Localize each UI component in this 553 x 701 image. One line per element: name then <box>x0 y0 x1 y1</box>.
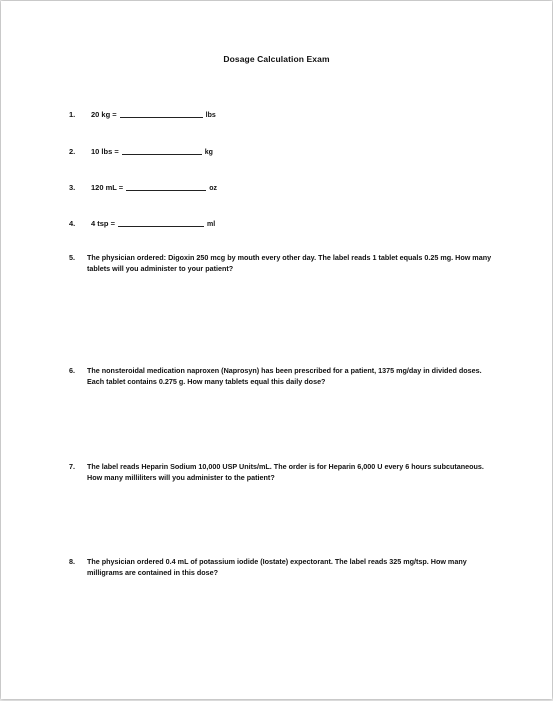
conversion-item-4 <box>69 219 215 228</box>
conversion-unit: kg <box>204 149 213 156</box>
page-title: Dosage Calculation Exam <box>223 54 330 64</box>
conversion-expression: 4 tsp = <box>91 219 115 228</box>
question-text: The physician ordered: Digoxin 250 mcg by mouth every other day. The label reads 1 tablet equals 0.25 mg. How many tablets will you administer to your patient? <box>87 253 492 273</box>
conversion-expression: 10 lbs = <box>91 147 119 156</box>
question-6 <box>69 365 499 387</box>
answer-blank[interactable] <box>120 117 203 118</box>
item-number: 4. <box>69 219 76 228</box>
question-7 <box>69 461 499 483</box>
question-8 <box>69 556 499 578</box>
conversion-unit: ml <box>206 221 216 228</box>
item-number: 8. <box>69 557 75 566</box>
conversion-item-3 <box>69 183 217 192</box>
item-number: 5. <box>69 253 75 262</box>
answer-blank[interactable] <box>118 226 204 227</box>
item-number: 3. <box>69 183 76 192</box>
conversion-expression: 120 mL = <box>91 183 124 192</box>
answer-blank[interactable] <box>122 154 202 155</box>
item-number: 1. <box>69 110 76 119</box>
question-text: The physician ordered 0.4 mL of potassium iodide (Iostate) expectorant. The label reads 325 mg/tsp. How many milligrams are contained in this dose? <box>87 557 467 577</box>
exam-page <box>1 1 552 699</box>
item-number: 7. <box>69 462 75 471</box>
question-text: The nonsteroidal medication naproxen (Naprosyn) has been prescribed for a patient, 1375 mg/day in divided doses. Each tablet contains 0.275 g. How many tablets equal this daily dose? <box>87 366 482 386</box>
conversion-expression: 20 kg = <box>91 110 117 119</box>
item-number: 2. <box>69 147 76 156</box>
conversion-unit: oz <box>209 185 217 192</box>
item-number: 6. <box>69 366 75 375</box>
answer-blank[interactable] <box>126 190 206 191</box>
conversion-item-1 <box>69 110 216 119</box>
question-text: The label reads Heparin Sodium 10,000 USP Units/mL. The order is for Heparin 6,000 U every 6 hours subcutaneous. How many milliliters will you administer to the patient? <box>87 462 484 482</box>
question-5 <box>69 252 499 274</box>
conversion-item-2 <box>69 147 213 156</box>
conversion-unit: lbs <box>205 112 216 119</box>
